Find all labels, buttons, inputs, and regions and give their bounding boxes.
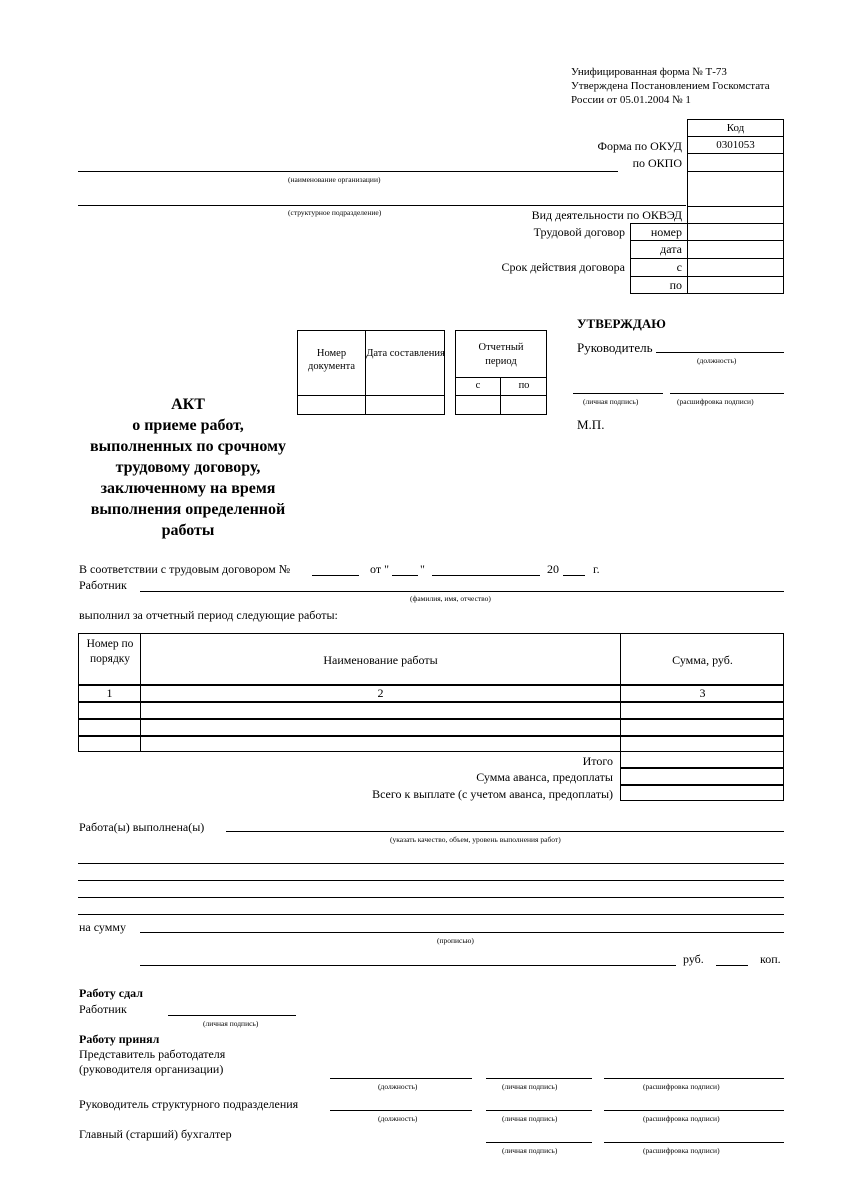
period-from-label: с: [475, 380, 481, 391]
division-signature-line[interactable]: [486, 1110, 592, 1111]
term-from-label: с: [676, 260, 682, 274]
employer-signature-line[interactable]: [486, 1078, 592, 1079]
okpo-label: по ОКПО: [632, 156, 682, 170]
intro-year-suffix: г.: [593, 562, 600, 576]
col-number-index: 1: [106, 686, 113, 700]
handed-title: Работу сдал: [79, 986, 143, 1000]
division-decode-caption: (расшифровка подписи): [643, 1114, 720, 1123]
col-sum-header: Сумма, руб.: [672, 653, 733, 667]
doc-date-label: Дата составления: [366, 348, 445, 359]
approve-decode-line[interactable]: [670, 393, 784, 394]
col-work-name-header: Наименование работы: [323, 653, 438, 667]
approve-signature-line[interactable]: [573, 393, 663, 394]
doc-number-label: Номер документа: [308, 348, 355, 372]
worker-label: Работник: [79, 578, 127, 592]
intro-year-line[interactable]: [563, 575, 585, 576]
approve-position-caption: (должность): [697, 356, 737, 365]
intro-contract-number-line[interactable]: [312, 575, 359, 576]
term-label: Срок действия договора: [501, 260, 625, 274]
division-decode-line[interactable]: [604, 1110, 784, 1111]
approve-signature-caption: (личная подпись): [583, 397, 639, 406]
document-title: АКТ о приеме работ, выполненных по срочному трудовому договору, заключенному на время выполнения определенной работы: [89, 396, 286, 539]
accountant-signature-line[interactable]: [486, 1142, 592, 1143]
period-label: Отчетный период: [478, 342, 524, 367]
handed-signature-caption: (личная подпись): [203, 1019, 259, 1028]
period-to-label: по: [518, 380, 530, 391]
kop-label: коп.: [760, 952, 781, 966]
org-name-line[interactable]: [78, 171, 618, 172]
col-number-header: Номер по порядку: [86, 638, 134, 665]
division-line[interactable]: [78, 205, 686, 206]
form-approval: Утверждена Постановлением Госкомстата: [571, 80, 770, 92]
table-row[interactable]: [79, 720, 783, 734]
employer-rep-label: Представитель работодателя: [79, 1047, 226, 1061]
employer-position-line[interactable]: [330, 1078, 472, 1079]
contract-label: Трудовой договор: [533, 225, 625, 239]
approve-title: УТВЕРЖДАЮ: [577, 316, 666, 331]
advance-field[interactable]: [621, 769, 783, 783]
division-position-line[interactable]: [330, 1110, 472, 1111]
contract-date-field[interactable]: [688, 241, 783, 257]
form-approval-date: России от 05.01.2004 № 1: [571, 94, 691, 106]
intro-day-line[interactable]: [392, 575, 418, 576]
table-row[interactable]: [79, 737, 783, 751]
period-from-field[interactable]: [456, 396, 499, 414]
work-done-line-4[interactable]: [78, 897, 784, 898]
sum-words-line-2[interactable]: [140, 965, 676, 966]
intro-quote: ": [420, 562, 425, 576]
employer-signature-caption: (личная подпись): [502, 1082, 558, 1091]
accountant-decode-caption: (расшифровка подписи): [643, 1146, 720, 1155]
total-label: Итого: [582, 754, 613, 768]
accountant-signature-caption: (личная подпись): [502, 1146, 558, 1155]
intro-month-line[interactable]: [432, 575, 540, 576]
division-position-caption: (должность): [378, 1114, 418, 1123]
work-done-line-3[interactable]: [78, 880, 784, 881]
kod-label: Код: [726, 122, 745, 134]
sum-label: на сумму: [79, 920, 126, 934]
work-done-line-2[interactable]: [78, 863, 784, 864]
contract-text: В соответствии с трудовым договором №: [79, 562, 291, 576]
table-row[interactable]: [79, 703, 783, 717]
employer-rep-label-2: (руководителя организации): [79, 1062, 224, 1076]
worker-name-line[interactable]: [140, 591, 784, 592]
work-done-line[interactable]: [226, 831, 784, 832]
term-from-field[interactable]: [688, 259, 783, 275]
term-to-label: по: [669, 278, 682, 292]
contract-date-label: дата: [660, 242, 682, 256]
doc-number-field[interactable]: [298, 396, 364, 414]
employer-decode-line[interactable]: [604, 1078, 784, 1079]
payout-label: Всего к выплате (с учетом аванса, предоплаты): [372, 787, 613, 801]
division-signature-caption: (личная подпись): [502, 1114, 558, 1123]
rub-label: руб.: [683, 952, 704, 966]
chief-accountant-label: Главный (старший) бухгалтер: [79, 1127, 232, 1141]
accepted-title: Работу принял: [79, 1032, 160, 1046]
approve-decode-caption: (расшифровка подписи): [677, 397, 754, 406]
org-caption: (наименование организации): [288, 175, 381, 184]
intro-from-text: от ": [370, 562, 389, 576]
total-field[interactable]: [621, 753, 783, 766]
division-caption: (структурное подразделение): [288, 208, 382, 217]
kop-line[interactable]: [716, 965, 748, 966]
sum-words-line[interactable]: [140, 932, 784, 933]
okved-label: Вид деятельности по ОКВЭД: [531, 208, 682, 222]
contract-number-label: номер: [650, 225, 682, 239]
sum-caption: (прописью): [437, 936, 474, 945]
advance-label: Сумма аванса, предоплаты: [476, 770, 613, 784]
handed-signature-line[interactable]: [168, 1015, 296, 1016]
okved-field[interactable]: [688, 207, 783, 222]
col-sum-index: 3: [699, 686, 706, 700]
handed-worker-label: Работник: [79, 1002, 127, 1016]
approve-position-line[interactable]: [656, 352, 784, 353]
work-done-line-5[interactable]: [78, 914, 784, 915]
approve-head-label: Руководитель: [577, 340, 653, 355]
contract-number-field[interactable]: [688, 224, 783, 239]
okpo-field-2[interactable]: [688, 172, 783, 205]
employer-decode-caption: (расшифровка подписи): [643, 1082, 720, 1091]
work-done-label: Работа(ы) выполнена(ы): [79, 820, 205, 834]
doc-date-field[interactable]: [366, 396, 444, 414]
term-to-field[interactable]: [688, 277, 783, 293]
worker-caption: (фамилия, имя, отчество): [410, 594, 491, 603]
division-head-label: Руководитель структурного подразделения: [79, 1097, 299, 1111]
accountant-decode-line[interactable]: [604, 1142, 784, 1143]
payout-field[interactable]: [621, 786, 783, 800]
period-to-field[interactable]: [501, 396, 546, 414]
stamp-label: М.П.: [577, 417, 605, 432]
employer-position-caption: (должность): [378, 1082, 418, 1091]
form-number: Унифицированная форма № Т-73: [571, 66, 727, 78]
okpo-field[interactable]: [688, 154, 783, 170]
intro-year-prefix: 20: [547, 562, 559, 576]
work-done-caption: (указать качество, объем, уровень выполнения работ): [390, 835, 561, 844]
col-work-name-index: 2: [377, 686, 384, 700]
okud-value: 0301053: [716, 139, 755, 151]
okud-label: Форма по ОКУД: [597, 139, 682, 153]
performed-text: выполнил за отчетный период следующие работы:: [79, 608, 338, 622]
